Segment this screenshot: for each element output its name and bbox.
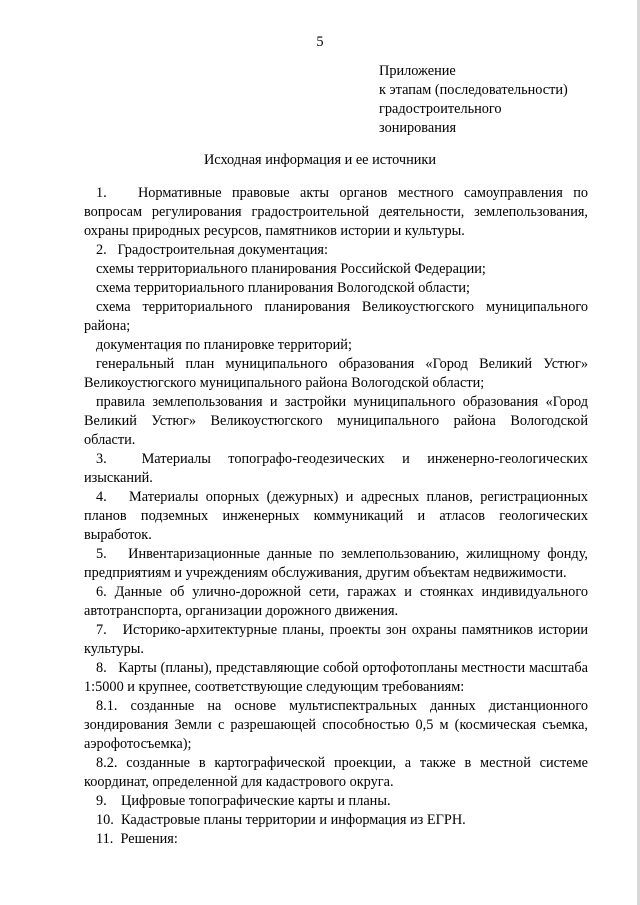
- item-8-1: 8.1. созданные на основе мультиспектральных данных дистанционного зондирования Земли с разрешающей способностью 0,5 м (космическая съемка, аэрофотосъемка);: [84, 698, 588, 752]
- item-4: 4. Материалы опорных (дежурных) и адресных планов, регистрационных планов подземных инженерных коммуникаций и атласов геологических выработок.: [84, 489, 588, 543]
- appendix-line-4: зонирования: [379, 120, 457, 136]
- appendix-line-2: к этапам (последовательности): [379, 82, 568, 98]
- item-7: 7. Историко-архитектурные планы, проекты зон охраны памятников истории культуры.: [84, 622, 588, 657]
- item-1: 1. Нормативные правовые акты органов местного самоуправления по вопросам регулирования градостроительной деятельности, землепользования, охраны природных ресурсов, памятников истории и культуры.: [84, 185, 588, 239]
- item-2-subitem: схема территориального планирования Великоустюгского муниципального района;: [84, 299, 588, 334]
- item-8-2: 8.2. созданные в картографической проекции, а также в местной системе координат, определенной для кадастрового округа.: [84, 755, 588, 790]
- appendix-line-1: Приложение: [379, 63, 456, 79]
- item-8: 8. Карты (планы), представляющие собой ортофотопланы местности масштаба 1:5000 и крупнее, соответствующие следующим требованиям:: [84, 660, 588, 695]
- item-10: 10. Кадастровые планы территории и информация из ЕГРН.: [96, 812, 466, 828]
- page-number: 5: [316, 34, 324, 50]
- item-2-subitem: схема территориального планирования Вологодской области;: [96, 280, 470, 296]
- item-2-subitem: генеральный план муниципального образования «Город Великий Устюг» Великоустюгского муниципального района Вологодской области;: [84, 356, 588, 391]
- document-body: [84, 184, 588, 849]
- item-2: 2. Градостроительная документация:: [96, 242, 328, 258]
- item-9: 9. Цифровые топографические карты и планы.: [96, 793, 391, 809]
- item-11: 11. Решения:: [96, 831, 178, 847]
- item-5: 5. Инвентаризационные данные по землепользованию, жилищному фонду, предприятиям и учреждениям обслуживания, другим объектам недвижимости.: [84, 546, 588, 581]
- item-2-subitem: правила землепользования и застройки муниципального образования «Город Великий Устюг» Великоустюгского муниципального района Вологодской области.: [84, 394, 588, 448]
- appendix-header: [379, 62, 619, 138]
- item-3: 3. Материалы топографо-геодезических и инженерно-геологических изысканий.: [84, 451, 588, 486]
- appendix-line-3: градостроительного: [379, 101, 502, 117]
- document-title: Исходная информация и ее источники: [203, 152, 437, 168]
- item-2-subitem: схемы территориального планирования Российской Федерации;: [96, 261, 486, 277]
- item-2-subitem: документация по планировке территорий;: [96, 337, 352, 353]
- item-6: 6. Данные об улично-дорожной сети, гаражах и стоянках индивидуального автотранспорта, организации дорожного движения.: [84, 584, 588, 619]
